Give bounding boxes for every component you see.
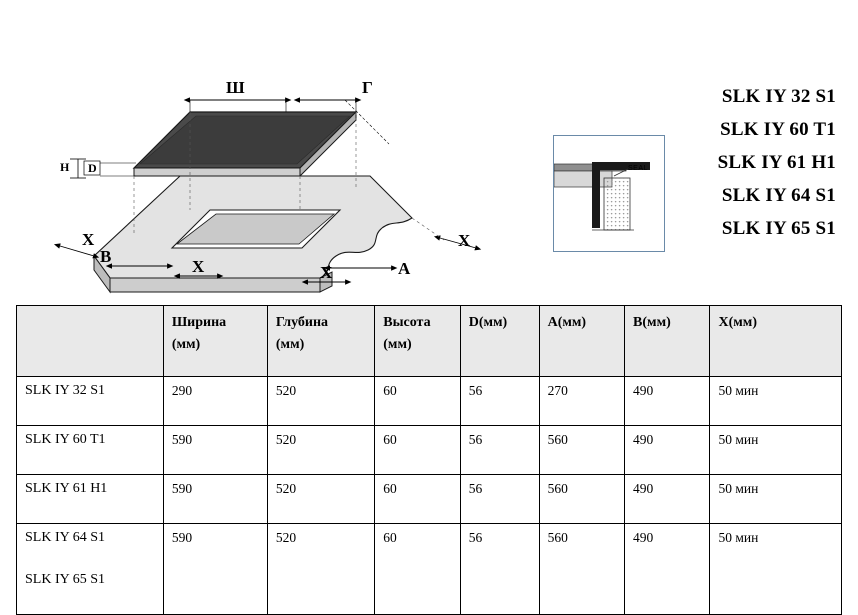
table-cell-b: 490 — [625, 524, 710, 615]
table-row — [17, 524, 842, 615]
table-cell-depth: 520 — [267, 377, 374, 426]
model-list-item-0: SLK IY 32 S1 — [721, 86, 836, 107]
dim-label-depth: Г — [362, 78, 373, 97]
table-cell-depth: 520 — [267, 524, 374, 615]
table-cell-x: 50 мин — [710, 377, 842, 426]
table-cell-b: 490 — [625, 426, 710, 475]
installation-diagram — [40, 60, 540, 290]
table-header-a: A(мм) — [539, 306, 624, 377]
table-cell-width: 590 — [163, 426, 267, 475]
table-header-model — [17, 306, 164, 377]
table-cell-model: SLK IY 61 H1 — [17, 475, 164, 524]
model-list-item-3: SLK IY 64 S1 — [721, 185, 836, 206]
table-cell-d: 56 — [460, 426, 539, 475]
dim-label-b: B — [100, 247, 112, 266]
table-cell-model: SLK IY 32 S1 — [17, 377, 164, 426]
dim-label-x-bottom-right: X — [320, 263, 333, 282]
table-header-depth-line1: Глубина — [275, 315, 329, 330]
seal-label: SEAL — [628, 165, 648, 172]
model-list-item-1: SLK IY 60 T1 — [720, 119, 836, 140]
table-row — [17, 377, 842, 426]
dim-label-d: D — [88, 161, 97, 175]
dim-label-height: Н — [60, 160, 70, 174]
model-list-item-4: SLK IY 65 S1 — [721, 218, 836, 239]
dim-label-width: Ш — [226, 78, 245, 97]
table-cell-b: 490 — [625, 475, 710, 524]
table-cell-depth: 520 — [267, 475, 374, 524]
table-header-width — [163, 306, 267, 377]
dim-label-x-right: X — [458, 231, 471, 250]
table-cell-a: 560 — [539, 524, 624, 615]
table-row — [17, 475, 842, 524]
table-cell-model: SLK IY 60 T1 — [17, 426, 164, 475]
model-list — [616, 80, 836, 245]
dim-label-x-bottom-left: X — [192, 257, 205, 276]
model-list-item-2: SLK IY 61 H1 — [717, 152, 836, 173]
table-cell-d: 56 — [460, 475, 539, 524]
table-cell-width: 590 — [163, 524, 267, 615]
table-header-d: D(мм) — [460, 306, 539, 377]
table-cell-d: 56 — [460, 524, 539, 615]
table-cell-height: 60 — [375, 475, 460, 524]
table-cell-b: 490 — [625, 377, 710, 426]
table-cell-width: 290 — [163, 377, 267, 426]
dim-label-x-left: X — [82, 230, 95, 249]
table-cell-model-line1: SLK IY 64 S1 — [25, 530, 105, 545]
table-cell-a: 270 — [539, 377, 624, 426]
table-header-row — [17, 306, 842, 377]
table-cell-x: 50 мин — [710, 524, 842, 615]
table-header-width-line2: (мм) — [171, 336, 201, 352]
dim-label-a: A — [398, 259, 411, 278]
table-cell-x: 50 мин — [710, 475, 842, 524]
table-header-x: X(мм) — [710, 306, 842, 377]
table-cell-a: 560 — [539, 426, 624, 475]
table-cell-height: 60 — [375, 377, 460, 426]
table-header-b: B(мм) — [625, 306, 710, 377]
table-cell-depth: 520 — [267, 426, 374, 475]
table-cell-model — [17, 524, 164, 615]
table-header-width-line1: Ширина — [171, 315, 227, 330]
table-cell-height: 60 — [375, 426, 460, 475]
table-cell-a: 560 — [539, 475, 624, 524]
table-header-height-line2: (мм) — [383, 336, 412, 352]
table-header-depth — [267, 306, 374, 377]
table-header-height — [375, 306, 460, 377]
table-cell-model-line2: SLK IY 65 S1 — [25, 572, 105, 587]
table-cell-width: 590 — [163, 475, 267, 524]
table-row — [17, 426, 842, 475]
table-header-height-line1: Высота — [383, 315, 431, 330]
table-cell-height: 60 — [375, 524, 460, 615]
table-cell-x: 50 мин — [710, 426, 842, 475]
table-header-depth-line2: (мм) — [275, 336, 305, 352]
table-cell-d: 56 — [460, 377, 539, 426]
